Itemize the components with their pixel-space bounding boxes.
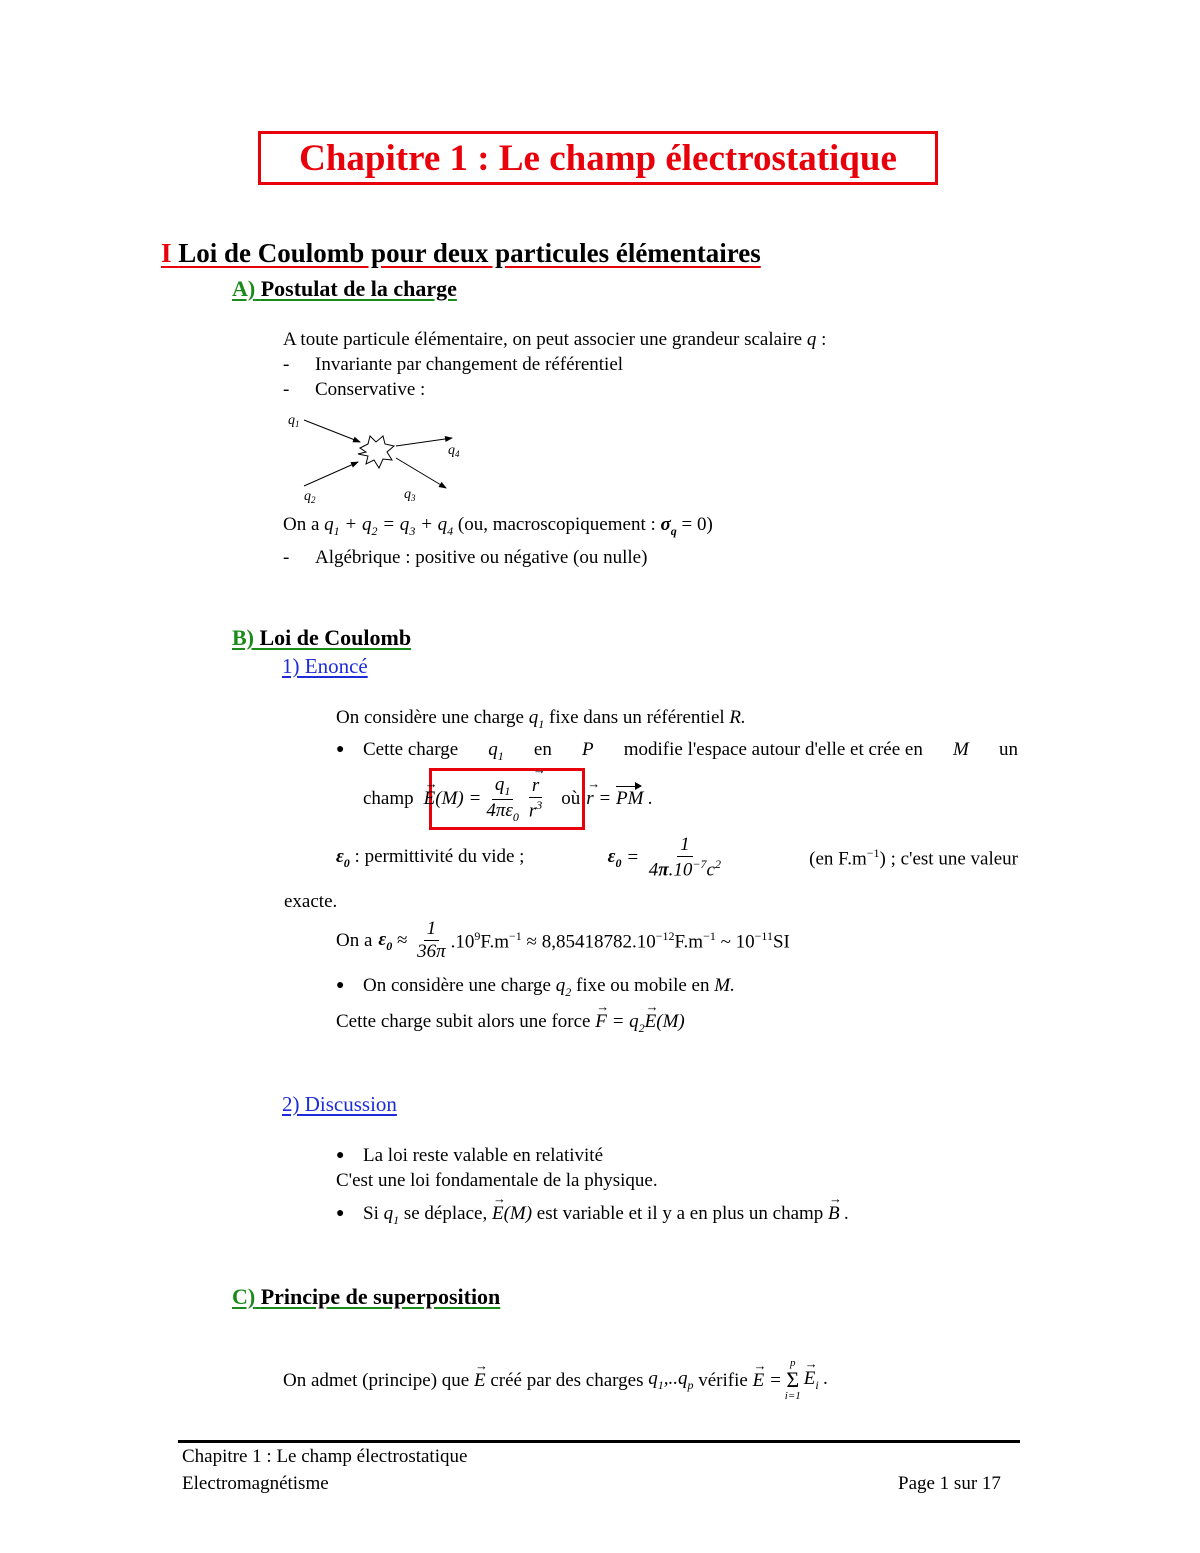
footer-rule: [178, 1440, 1020, 1443]
incoming-arrow: [304, 462, 358, 486]
footer-chapter: Chapitre 1 : Le champ électrostatique: [182, 1446, 468, 1467]
text: ) ; c'est une valeur: [879, 848, 1018, 870]
subsubsection-discussion: 2) Discussion: [282, 1092, 397, 1116]
conservation-line: On a $q_1 + q_2 = q_3 + q_4$ (ou, macroscopiquement : $\sigma_q = 0$): [283, 514, 713, 538]
text: créé par des charges: [490, 1369, 644, 1391]
champ-line: champ → E(M) = $\frac{q_1}{4\pi\varepsilon_0}$ → $\frac{r}{r^3}$ où → r = PM .: [363, 774, 653, 824]
force-line: Cette charge subit alors une force → $F = q_2\to E(M)$: [336, 1012, 685, 1034]
frame-name: R.: [729, 707, 746, 728]
text: On admet (principe) que: [283, 1369, 470, 1391]
subsubsection-enonce: 1) Enoncé: [282, 654, 368, 678]
text: Si: [363, 1203, 379, 1224]
text: modifie l'espace autour d'elle et crée en: [623, 739, 923, 760]
outgoing-arrow: [396, 458, 446, 488]
subsection-a-label: Postulat de la charge: [260, 276, 457, 301]
text: (en F.m: [809, 848, 867, 870]
conservation-eq-end: = 0): [681, 514, 713, 535]
text: champ: [363, 788, 414, 810]
intro-var: q: [806, 329, 817, 350]
text: un: [998, 739, 1018, 760]
diagram-label-q3: $q_3$: [404, 487, 416, 503]
text: On considère une charge: [336, 707, 524, 728]
list-item: - Algébrique : positive ou négative (ou nulle): [283, 547, 648, 568]
text: se déplace,: [403, 1203, 488, 1224]
subsection-c-letter: C): [232, 1284, 256, 1309]
discussion-item-1: ● La loi reste valable en relativité: [336, 1145, 604, 1166]
outgoing-arrow: [396, 438, 452, 446]
item-text: Algébrique : positive ou négative (ou nulle): [315, 547, 648, 568]
superposition-line: On admet (principe) que → E créé par des charges $q_1,..q_p$ vérifie → E = p Σ i=1 → $E_i$ .: [283, 1358, 828, 1402]
sum-symbol: p Σ i=1: [784, 1357, 801, 1402]
incoming-arrow: [304, 420, 360, 442]
text: vérifie: [698, 1369, 748, 1391]
enonce-line-1: On considère une charge $q_1$ fixe dans un référentiel R.: [336, 707, 746, 731]
list-item: - Conservative :: [283, 379, 426, 400]
footer-course: Electromagnétisme: [182, 1473, 329, 1494]
subsection-b-letter: B): [232, 625, 254, 650]
approx-line: On a $\varepsilon_0$ ≈ $\frac{1}{36\pi}$ $.10^9F.m^{-1} \approx 8,85418782.10^{-12}F.m^{-1}$ ~ $10^{-11}SI$: [336, 918, 790, 962]
text: Cette charge subit alors une force: [336, 1011, 591, 1032]
conservation-equation: $q_1 + q_2 = q_3 + q_4$: [324, 514, 454, 538]
coulomb-fraction: $\frac{q_1}{4\pi\varepsilon_0}$: [486, 774, 519, 824]
intro-text: A toute particule élémentaire, on peut associer une grandeur scalaire: [283, 329, 803, 350]
diagram-label-q4: $q_4$: [448, 443, 460, 459]
subsection-c-heading: [232, 1284, 500, 1310]
text: où: [561, 788, 581, 810]
item-text: Invariante par changement de référentiel: [315, 354, 624, 375]
subsection-a-heading: [232, 276, 457, 302]
chapter-title: Chapitre 1 : Le champ électrostatique: [299, 137, 897, 179]
text: fixe dans un référentiel: [549, 707, 725, 728]
exacte-text: exacte.: [284, 891, 338, 912]
subsection-b-label: Loi de Coulomb: [259, 625, 412, 650]
text: est variable et il y a en plus un champ: [536, 1203, 824, 1224]
subsection-c-label: Principe de superposition: [260, 1284, 501, 1309]
text: : permittivité du vide ;: [349, 846, 525, 868]
discussion-line-2: C'est une loi fondamentale de la physique.: [336, 1170, 658, 1191]
diagram-label-q2: $q_2$: [304, 489, 316, 505]
text: fixe ou mobile en: [576, 975, 710, 996]
chapter-title-box: [258, 131, 938, 185]
charge-collision-diagram: [282, 408, 482, 508]
item-text: Conservative :: [315, 379, 426, 400]
diagram-label-q1: $q_1$: [288, 413, 300, 429]
section-heading: [161, 238, 761, 269]
permittivity-line: $\varepsilon_0$ : permittivité du vide ; $\varepsilon_0$ = $\frac{1}{4\pi.10^{-7}c^2}$ (en $F.m^{-1}$) ; c'est une valeur: [336, 834, 1018, 881]
subsection-b-heading: [232, 625, 411, 651]
discussion-item-2: ● Si $q_1$ se déplace, → E(M) est variable et il y a en plus un champ → B .: [336, 1204, 849, 1226]
enonce-line-2: ● Cette charge $q_1$ en P modifie l'espace autour d'elle et crée en M un: [336, 739, 1018, 763]
list-item: - Invariante par changement de référentiel: [283, 354, 624, 375]
collision-burst: [358, 436, 394, 468]
text: La loi reste valable en relativité: [363, 1145, 604, 1166]
conservation-note: (ou, macroscopiquement :: [457, 514, 656, 535]
section-number: I: [161, 238, 172, 268]
section-label: Loi de Coulomb pour deux particules élémentaires: [178, 238, 761, 268]
charge2-line: ● On considère une charge $q_2$ fixe ou mobile en M.: [336, 975, 735, 999]
intro-line: [283, 330, 826, 349]
on-a-text: On a: [283, 514, 320, 535]
subsection-a-letter: A): [232, 276, 256, 301]
footer-page-number: Page 1 sur 17: [898, 1473, 1001, 1494]
text: en: [533, 739, 552, 760]
text: On considère une charge: [363, 975, 551, 996]
intro-end: :: [816, 329, 827, 350]
text: Cette charge: [363, 739, 459, 760]
text: On a: [336, 930, 373, 952]
